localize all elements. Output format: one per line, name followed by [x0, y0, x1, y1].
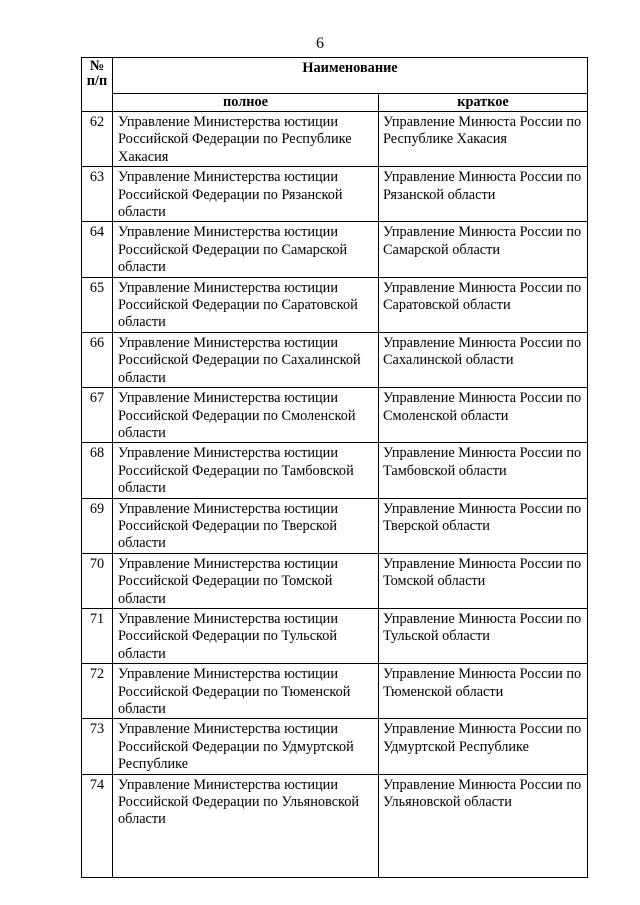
table-body	[82, 112, 588, 878]
full-name-cell: Управление Министерства юстиции Российской Федерации по Томской области	[113, 553, 379, 608]
full-name-cell: Управление Министерства юстиции Российской Федерации по Тверской области	[113, 498, 379, 553]
row-number: 71	[82, 608, 113, 663]
short-name-cell: Управление Минюста России по Республике Хакасия	[379, 112, 588, 167]
short-name-cell: Управление Минюста России по Саратовской области	[379, 277, 588, 332]
row-number: 63	[82, 167, 113, 222]
row-number: 73	[82, 719, 113, 774]
table-row	[82, 388, 588, 443]
row-number: 70	[82, 553, 113, 608]
row-number: 62	[82, 112, 113, 167]
full-name-cell: Управление Министерства юстиции Российской Федерации по Смоленской области	[113, 388, 379, 443]
header-number-sign: №	[89, 58, 105, 74]
short-name-cell: Управление Минюста России по Сахалинской области	[379, 332, 588, 387]
full-name-cell: Управление Министерства юстиции Российской Федерации по Рязанской области	[113, 167, 379, 222]
short-name-cell: Управление Минюста России по Смоленской области	[379, 388, 588, 443]
full-name-cell: Управление Министерства юстиции Российской Федерации по Тюменской области	[113, 664, 379, 719]
header-full: полное	[113, 94, 379, 112]
short-name-cell: Управление Минюста России по Тульской области	[379, 608, 588, 663]
full-name-cell: Управление Министерства юстиции Российской Федерации по Тамбовской области	[113, 443, 379, 498]
full-name-cell: Управление Министерства юстиции Российской Федерации по Самарской области	[113, 222, 379, 277]
full-name-cell: Управление Министерства юстиции Российской Федерации по Тульской области	[113, 608, 379, 663]
short-name-cell: Управление Минюста России по Тюменской области	[379, 664, 588, 719]
table-row	[82, 112, 588, 167]
row-number: 67	[82, 388, 113, 443]
page-number: 6	[316, 35, 324, 52]
short-name-cell: Управление Минюста России по Самарской области	[379, 222, 588, 277]
row-number: 65	[82, 277, 113, 332]
table-row	[82, 332, 588, 387]
row-number: 72	[82, 664, 113, 719]
table-row	[82, 719, 588, 774]
header-number	[82, 58, 113, 112]
full-name-cell: Управление Министерства юстиции Российской Федерации по Ульяновской области	[113, 774, 379, 877]
table-row	[82, 167, 588, 222]
short-name-cell: Управление Минюста России по Тверской области	[379, 498, 588, 553]
full-name-cell: Управление Министерства юстиции Российской Федерации по Саратовской области	[113, 277, 379, 332]
table-row	[82, 443, 588, 498]
short-name-cell: Управление Минюста России по Томской области	[379, 553, 588, 608]
short-name-cell: Управление Минюста России по Ульяновской области	[379, 774, 588, 877]
row-number: 68	[82, 443, 113, 498]
short-name-cell: Управление Минюста России по Тамбовской области	[379, 443, 588, 498]
full-name-cell: Управление Министерства юстиции Российской Федерации по Удмуртской Республике	[113, 719, 379, 774]
full-name-cell: Управление Министерства юстиции Российской Федерации по Сахалинской области	[113, 332, 379, 387]
table-row	[82, 222, 588, 277]
table-row	[82, 774, 588, 877]
row-number: 66	[82, 332, 113, 387]
row-number: 69	[82, 498, 113, 553]
table-row	[82, 498, 588, 553]
agencies-table	[81, 57, 588, 878]
short-name-cell: Управление Минюста России по Удмуртской Республике	[379, 719, 588, 774]
header-short: краткое	[379, 94, 588, 112]
table-row	[82, 664, 588, 719]
row-number: 64	[82, 222, 113, 277]
table-row	[82, 553, 588, 608]
header-number-abbr: п/п	[86, 73, 108, 89]
full-name-cell: Управление Министерства юстиции Российской Федерации по Республике Хакасия	[113, 112, 379, 167]
row-number: 74	[82, 774, 113, 877]
table-row	[82, 277, 588, 332]
table-row	[82, 608, 588, 663]
header-name: Наименование	[113, 58, 588, 94]
short-name-cell: Управление Минюста России по Рязанской области	[379, 167, 588, 222]
